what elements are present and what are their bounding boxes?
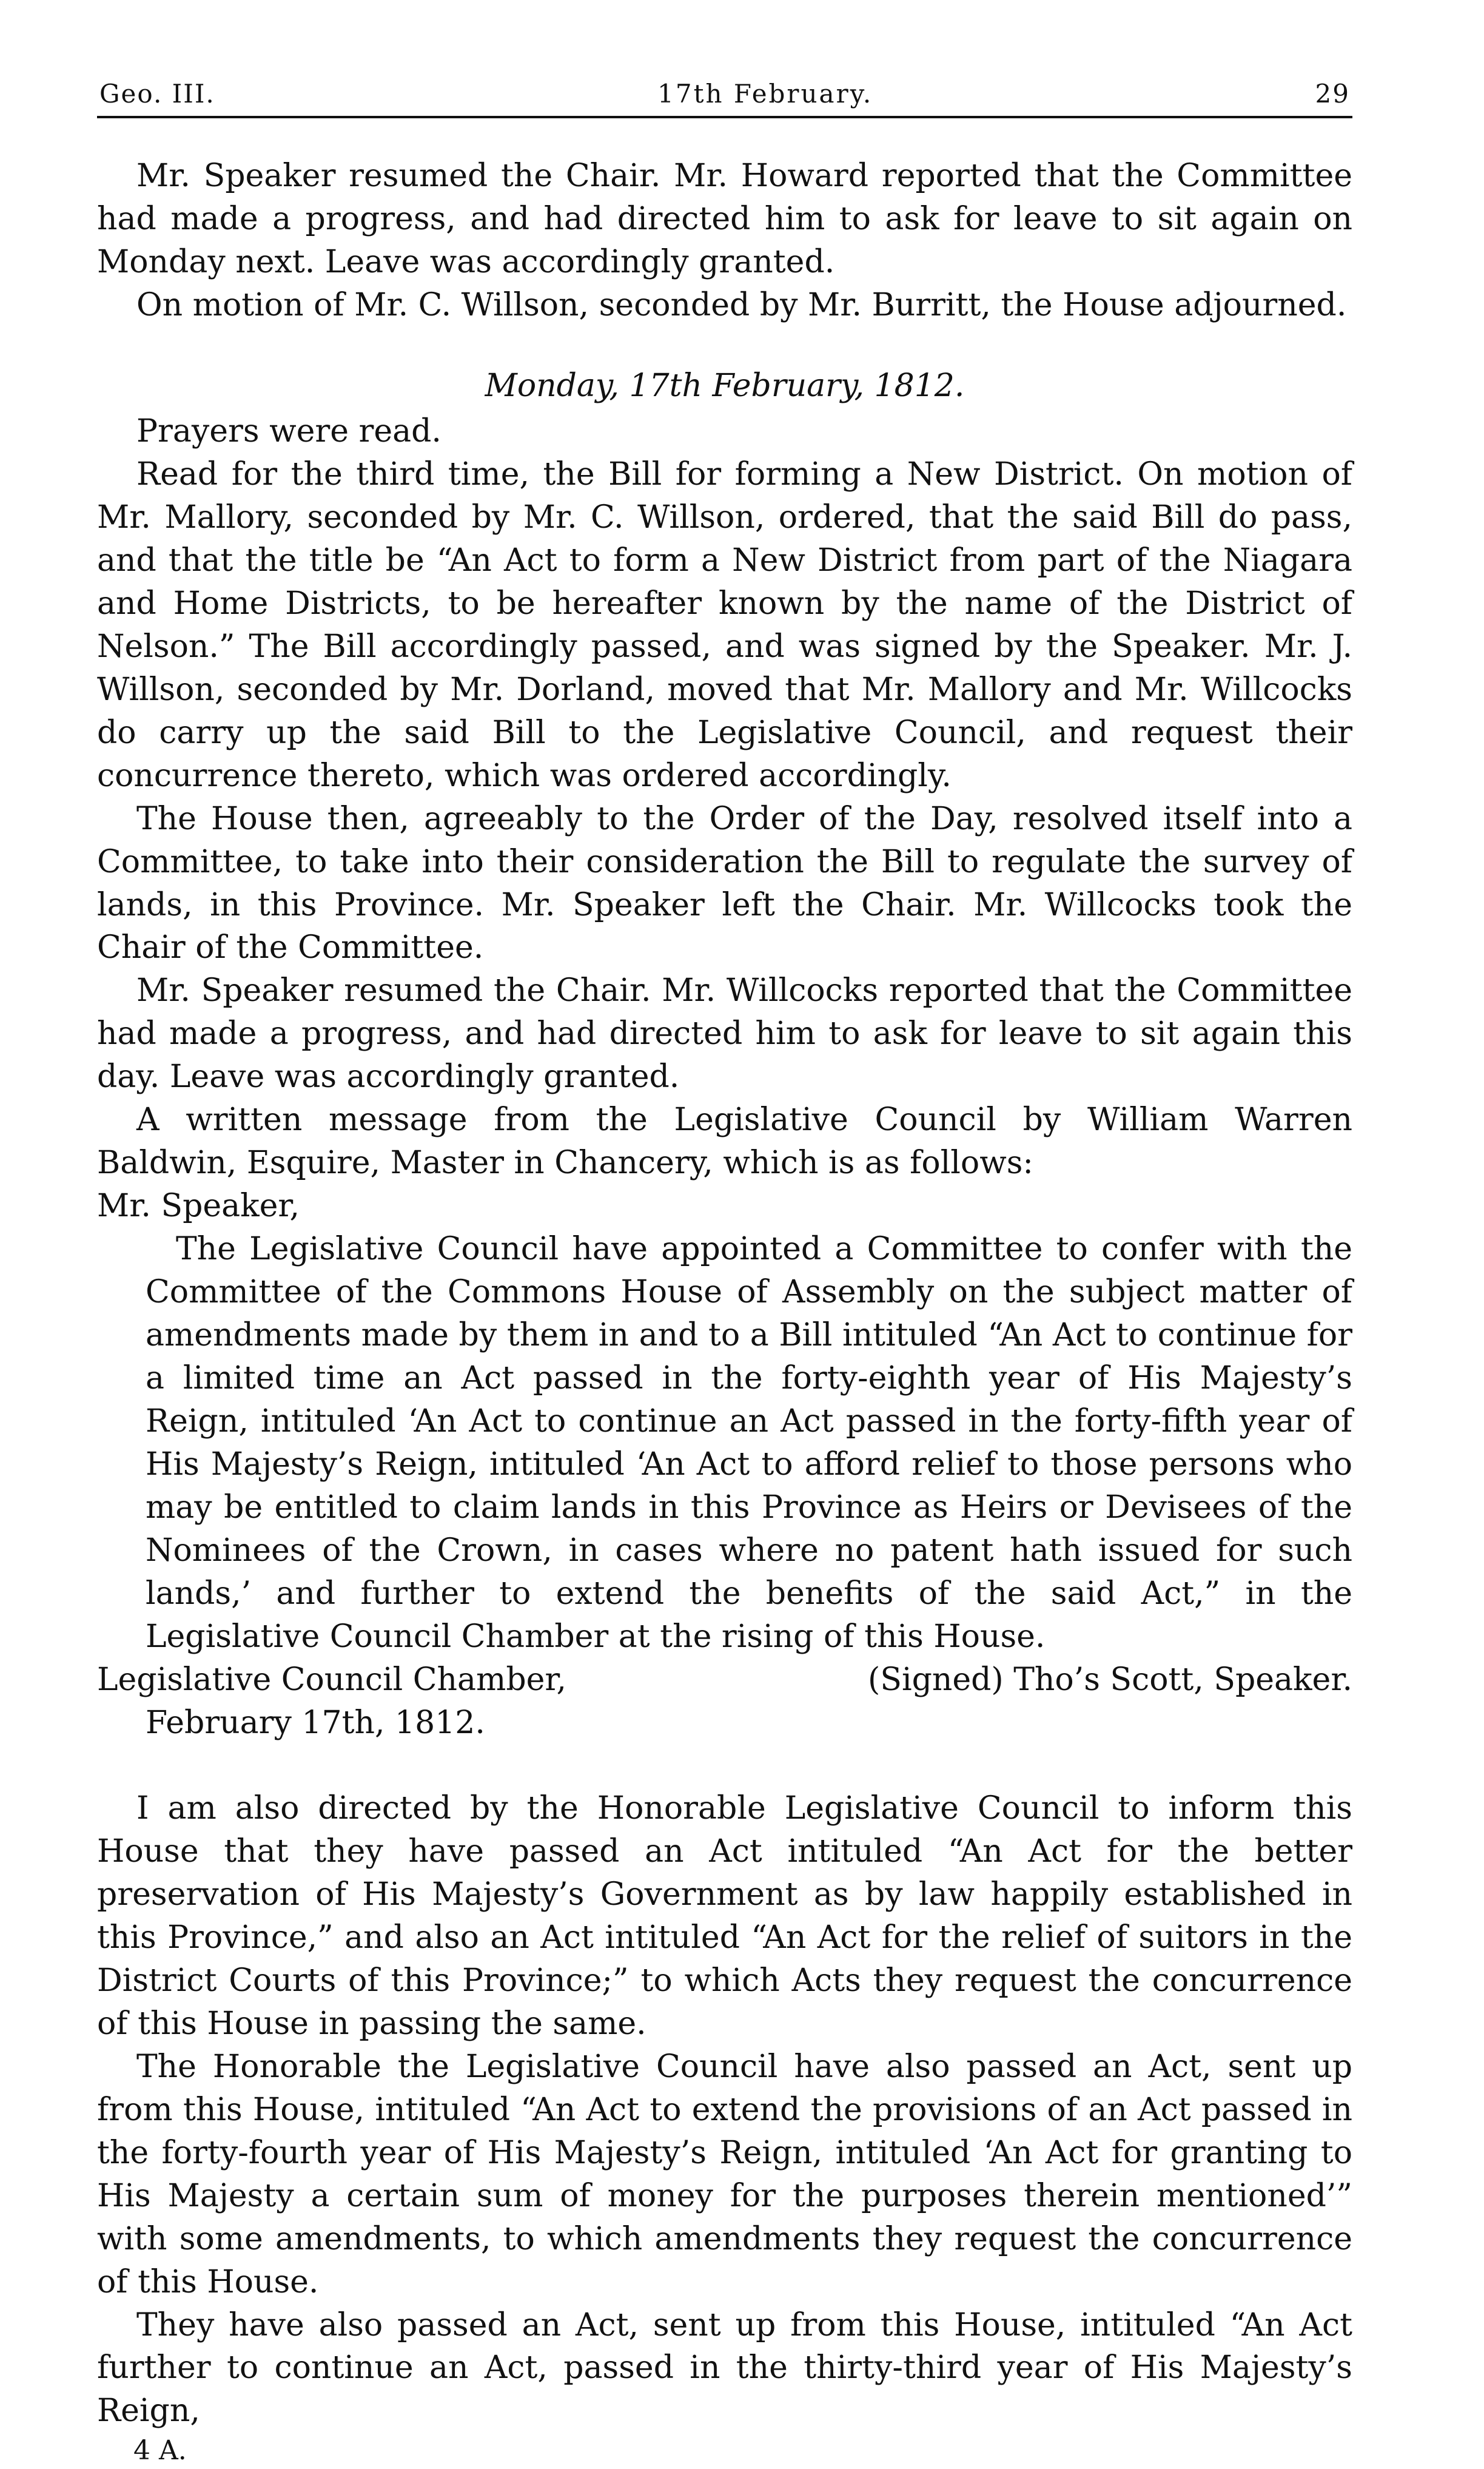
council-message	[97, 1185, 1352, 1745]
message-quote	[97, 1228, 1352, 1659]
message-salutation: Mr. Speaker,	[97, 1188, 300, 1225]
paragraph: A written message from the Legislative Council by William Warren Baldwin, Esquire, Master in Chancery, which is as follows:	[97, 1102, 1352, 1182]
date-heading: Monday, 17th February, 1812.	[485, 367, 965, 404]
message-body: The Legislative Council have appointed a Committee to confer with the Committee of the Commons House of Assembly on the subject matter of amendments made by them in and to a Bill intituled “An Act to continue for a limited time an Act passed in the forty-eighth year of His Majesty’s Reign, intituled ‘An Act to continue an Act passed in the forty-fifth year of His Majesty’s Reign, intituled ‘An Act to afford relief to those persons who may be entitled to claim lands in this Province as Heirs or Devisees of the Nominees of the Crown, in cases where no patent hath issued for such lands,’ and further to extend the benefits of the said Act,” in the Legislative Council Chamber at the rising of this House.	[146, 1231, 1352, 1655]
header-date: 17th February.	[657, 79, 873, 109]
message-signature: (Signed) Tho’s Scott, Speaker.	[868, 1661, 1352, 1698]
paragraph: They have also passed an Act, sent up from this House, intituled “An Act further to continue an Act, passed in the thirty-third year of His Majesty’s Reign,	[97, 2306, 1352, 2430]
paragraph: Mr. Speaker resumed the Chair. Mr. Willcocks reported that the Committee had made a progress, and had directed him to ask for leave to sit again this day. Leave was accordingly granted.	[97, 972, 1352, 1096]
header-reign: Geo. III.	[99, 79, 215, 109]
spacer	[97, 1745, 1352, 1787]
paragraph: The Honorable the Legislative Council have also passed an Act, sent up from this House, intituled “An Act to extend the provisions of an Act passed in the forty-fourth year of His Majesty’s Reign, intituled ‘An Act for granting to His Majesty a certain sum of money for the purposes therein mentioned’” with some amendments, to which amendments they request the concurrence of this House.	[97, 2048, 1352, 2300]
paragraph: The House then, agreeably to the Order of the Day, resolved itself into a Committee, to take into their consideration the Bill to regulate the survey of lands, in this Province. Mr. Speaker left the Chair. Mr. Willcocks took the Chair of the Committee.	[97, 800, 1352, 966]
running-header	[97, 79, 1352, 118]
message-date: February 17th, 1812.	[146, 1704, 485, 1741]
message-place: Legislative Council Chamber,	[97, 1661, 567, 1698]
document-page	[97, 79, 1352, 2469]
paragraph: I am also directed by the Honorable Legislative Council to inform this House that they have passed an Act intituled “An Act for the better preservation of His Majesty’s Government as by law happily established in this Province,” and also an Act intituled “An Act for the relief of suitors in the District Courts of this Province;” to which Acts they request the concurrence of this House in passing the same.	[97, 1790, 1352, 2042]
message-signature-row	[97, 1659, 1352, 1702]
signature-mark: 4 A.	[133, 2435, 187, 2467]
paragraph: On motion of Mr. C. Willson, seconded by Mr. Burritt, the House adjourned.	[136, 286, 1347, 323]
page-body	[97, 155, 1352, 2469]
paragraph: Read for the third time, the Bill for forming a New District. On motion of Mr. Mallory, seconded by Mr. C. Willson, ordered, that the said Bill do pass, and that the title be “An Act to form a New District from part of the Niagara and Home Districts, to be hereafter known by the name of the District of Nelson.” The Bill accordingly passed, and was signed by the Speaker. Mr. J. Willson, seconded by Mr. Dorland, moved that Mr. Mallory and Mr. Willcocks do carry up the said Bill to the Legislative Council, and request their concurrence thereto, which was ordered accordingly.	[97, 456, 1352, 794]
paragraph: Prayers were read.	[136, 413, 442, 450]
paragraph: Mr. Speaker resumed the Chair. Mr. Howard reported that the Committee had made a progress, and had directed him to ask for leave to sit again on Monday next. Leave was accordingly granted.	[97, 158, 1352, 280]
page-number: 29	[1315, 79, 1350, 109]
